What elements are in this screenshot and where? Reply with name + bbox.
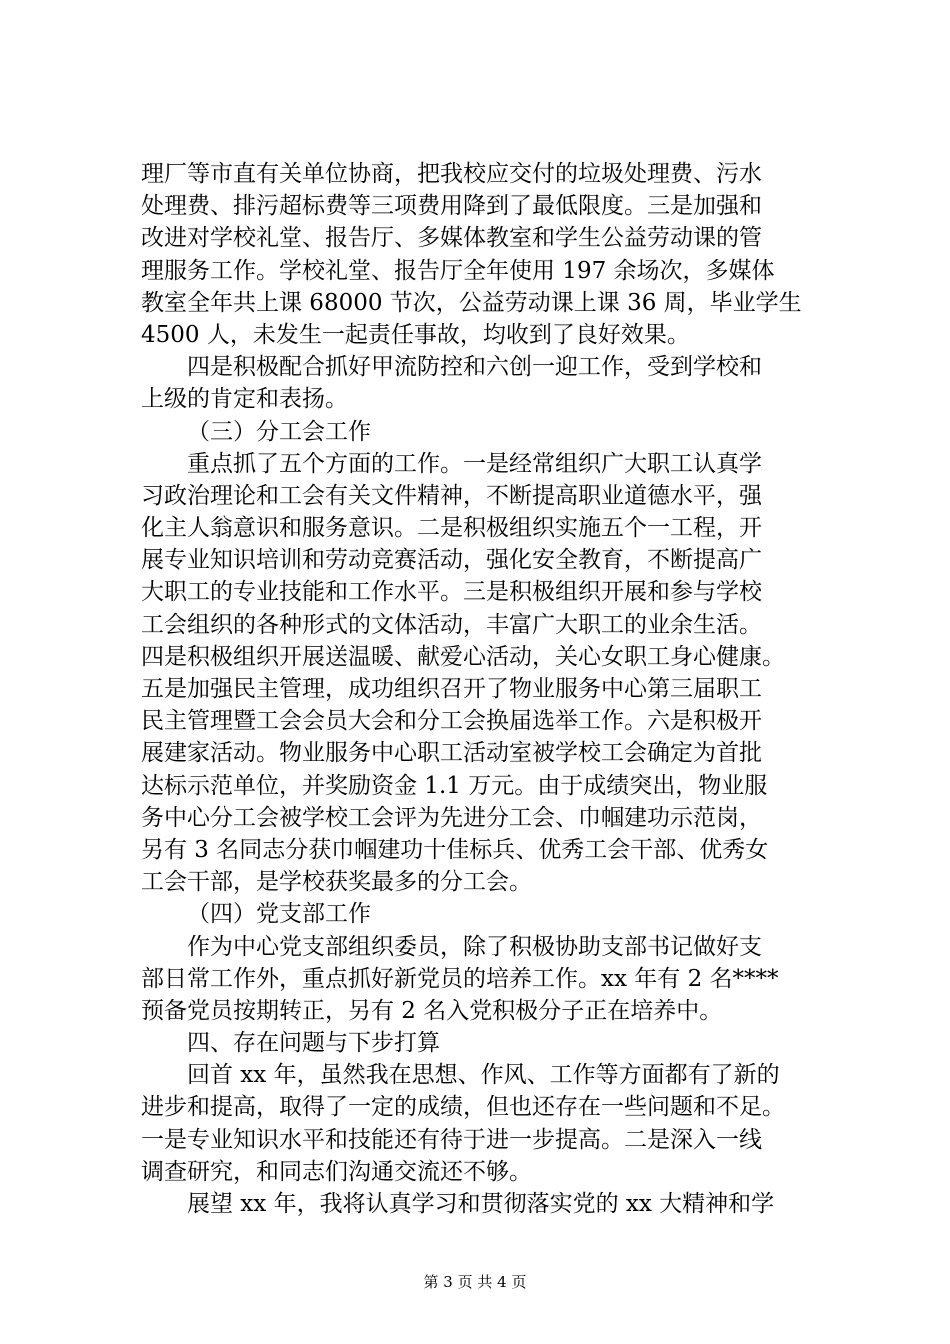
text-line: 处理费、排污超标费等三项费用降到了最低限度。三是加强和 xyxy=(141,193,762,220)
text-line: 部日常工作外，重点抓好新党员的培养工作。xx 年有 2 名**** xyxy=(141,965,779,992)
paragraph-review xyxy=(141,1059,813,1188)
text-line: 理厂等市直有关单位协商，把我校应交付的垃圾处理费、污水 xyxy=(141,161,762,187)
text-line: 习政治理论和工会有关文件精神，不断提高职业道德水平，强 xyxy=(141,482,762,509)
heading-line: （三）分工会工作 xyxy=(187,418,371,445)
text-line: 达标示范单位，并奖励资金 1.1 万元。由于成绩突出，物业服 xyxy=(141,772,768,799)
text-line: 重点抓了五个方面的工作。一是经常组织广大职工认真学 xyxy=(187,450,762,477)
section-heading-problems-plans xyxy=(141,1027,813,1059)
paragraph-fees-and-services xyxy=(141,158,813,351)
paragraph-party-branch xyxy=(141,931,813,1028)
text-line: 4500 人，未发生一起责任事故，均收到了良好效果。 xyxy=(141,321,690,348)
paragraph-union-work xyxy=(141,448,813,899)
paragraph-flu-prevention xyxy=(141,351,813,415)
text-line: 回首 xx 年，虽然我在思想、作风、工作等方面都有了新的 xyxy=(187,1062,780,1089)
text-line: 工会干部，是学校获奖最多的分工会。 xyxy=(141,869,532,896)
heading-line: 四、存在问题与下步打算 xyxy=(187,1030,440,1057)
text-line: 预备党员按期转正，另有 2 名入党积极分子正在培养中。 xyxy=(141,997,723,1024)
text-line: 理服务工作。学校礼堂、报告厅全年使用 197 余场次，多媒体 xyxy=(141,257,775,284)
text-line: 教室全年共上课 68000 节次，公益劳动课上课 36 周，毕业学生 xyxy=(141,289,802,316)
heading-line: （四）党支部工作 xyxy=(187,901,371,928)
text-line: 民主管理暨工会会员大会和分工会换届选举工作。六是积极开 xyxy=(141,708,762,735)
text-line: 改进对学校礼堂、报告厅、多媒体教室和学生公益劳动课的管 xyxy=(141,225,762,252)
text-line: 大职工的专业技能和工作水平。三是积极组织开展和参与学校 xyxy=(141,579,762,606)
text-line: 务中心分工会被学校工会评为先进分工会、巾帼建功示范岗， xyxy=(141,804,762,831)
page-number-footer: 第 3 页 共 4 页 xyxy=(423,1273,527,1291)
text-line: 另有 3 名同志分获巾帼建功十佳标兵、优秀工会干部、优秀女 xyxy=(141,836,769,863)
section-heading-party-branch xyxy=(141,898,813,930)
section-heading-union xyxy=(141,416,813,448)
paragraph-outlook xyxy=(141,1188,813,1220)
document-body xyxy=(141,158,813,1220)
text-line: 展望 xx 年，我将认真学习和贯彻落实党的 xx 大精神和学 xyxy=(187,1191,775,1217)
text-line: 一是专业知识水平和技能还有待于进一步提高。二是深入一线 xyxy=(141,1126,762,1153)
text-line: 调查研究，和同志们沟通交流还不够。 xyxy=(141,1158,532,1185)
text-line: 作为中心党支部组织委员，除了积极协助支部书记做好支 xyxy=(187,933,762,960)
text-line: 展专业知识培训和劳动竞赛活动，强化安全教育，不断提高广 xyxy=(141,547,762,574)
text-line: 展建家活动。物业服务中心职工活动室被学校工会确定为首批 xyxy=(141,740,762,767)
text-line: 化主人翁意识和服务意识。二是积极组织实施五个一工程，开 xyxy=(141,515,762,542)
text-line: 四是积极配合抓好甲流防控和六创一迎工作，受到学校和 xyxy=(187,354,762,381)
text-line: 上级的肯定和表扬。 xyxy=(141,386,348,413)
text-line: 工会组织的各种形式的文体活动，丰富广大职工的业余生活。 xyxy=(141,611,762,638)
text-line: 五是加强民主管理，成功组织召开了物业服务中心第三届职工 xyxy=(141,676,762,702)
text-line: 四是积极组织开展送温暖、献爱心活动，关心女职工身心健康。 xyxy=(141,643,785,670)
text-line: 进步和提高，取得了一定的成绩，但也还存在一些问题和不足。 xyxy=(141,1094,785,1121)
